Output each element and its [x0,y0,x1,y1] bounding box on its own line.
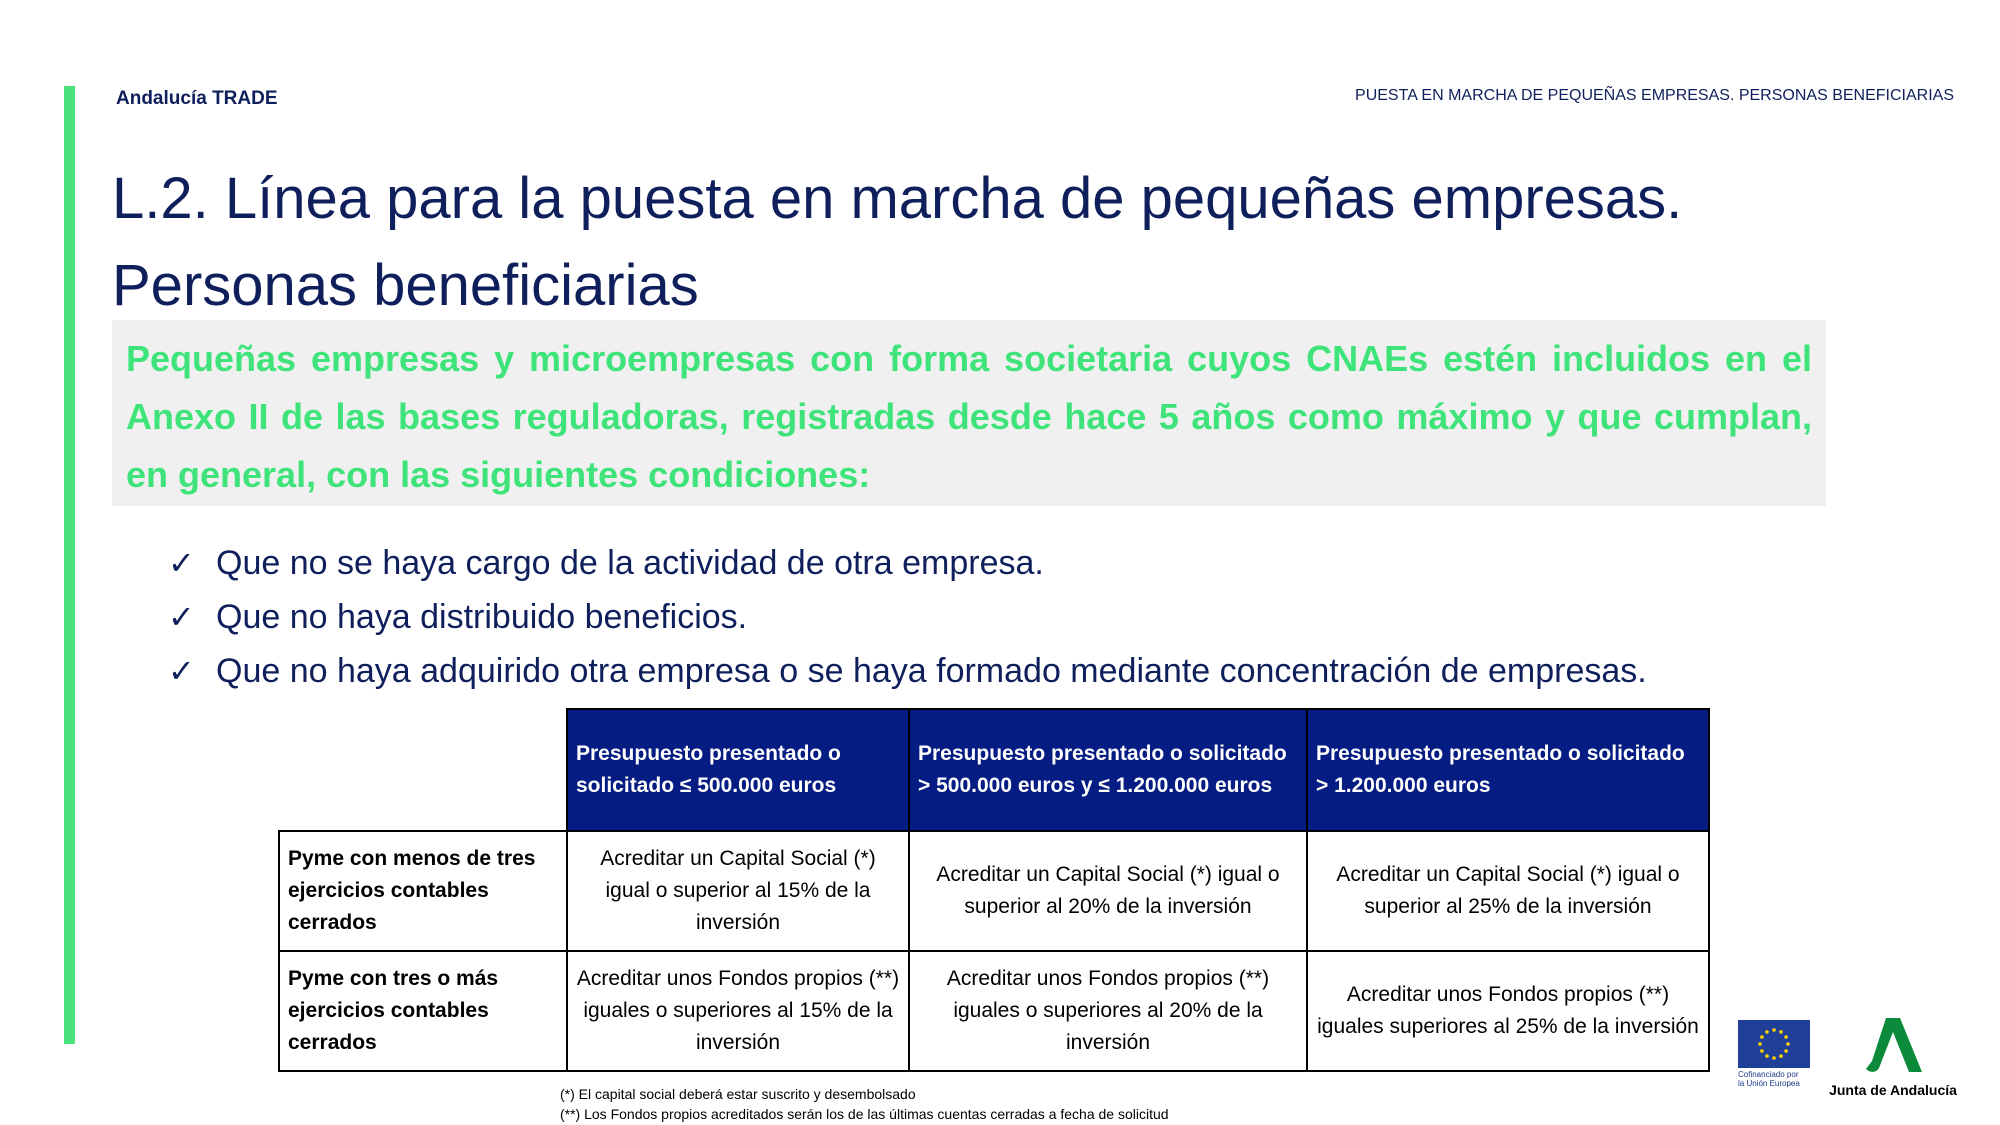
junta-andalucia-logo [1828,1016,1958,1098]
page-title-line-2: Personas beneficiarias [112,253,699,318]
row-header: Pyme con menos de tres ejercicios contables cerrados [279,831,567,951]
intro-text: Pequeñas empresas y microempresas con forma societaria cuyos CNAEs estén incluidos en el Anexo II de las bases reguladoras, registradas desde hace 5 años como máximo y que cumplan, en general, con las siguientes condiciones: [126,338,1812,495]
page-title-line-1: L.2. Línea para la puesta en marcha de pequeñas empresas. [112,166,1683,231]
table-corner [279,709,567,831]
table-cell: Acreditar un Capital Social (*) igual o superior al 15% de la inversión [567,831,909,951]
column-header: Presupuesto presentado o solicitado > 500.000 euros y ≤ 1.200.000 euros [909,709,1307,831]
eu-logo [1738,1020,1814,1088]
condition-text: Que no haya adquirido otra empresa o se haya formado mediante concentración de empresas. [216,651,1647,690]
eu-caption-line-2: la Unión Europea [1738,1079,1800,1088]
intro-box [112,320,1826,506]
junta-andalucia-mark-icon [1862,1016,1924,1074]
requirements-table [278,708,1710,1072]
condition-text: Que no haya distribuido beneficios. [216,597,748,636]
table-cell: Acreditar un Capital Social (*) igual o superior al 20% de la inversión [909,831,1307,951]
condition-item [168,536,1647,590]
column-header: Presupuesto presentado o solicitado ≤ 500.000 euros [567,709,909,831]
conditions-list [168,536,1647,698]
table-row [279,951,1709,1071]
junta-andalucia-label: Junta de Andalucía [1829,1082,1957,1098]
page-title [112,155,1912,329]
eu-flag-icon [1738,1020,1810,1068]
brand-label: Andalucía TRADE [116,88,278,109]
eu-caption-line-1: Cofinanciado por [1738,1070,1799,1079]
condition-item [168,590,1647,644]
footnote: (**) Los Fondos propios acreditados serán los de las últimas cuentas cerradas a fecha de solicitud [560,1106,1169,1122]
accent-bar [64,86,75,1044]
table-cell: Acreditar unos Fondos propios (**) iguales o superiores al 15% de la inversión [567,951,909,1071]
condition-text: Que no se haya cargo de la actividad de otra empresa. [216,543,1044,582]
table-cell: Acreditar unos Fondos propios (**) iguales superiores al 25% de la inversión [1307,951,1709,1071]
column-header: Presupuesto presentado o solicitado > 1.200.000 euros [1307,709,1709,831]
check-icon: ✓ [168,545,195,581]
check-icon: ✓ [168,599,195,635]
eu-caption [1738,1070,1814,1088]
table-cell: Acreditar un Capital Social (*) igual o superior al 25% de la inversión [1307,831,1709,951]
table-row [279,831,1709,951]
section-header: PUESTA EN MARCHA DE PEQUEÑAS EMPRESAS. PERSONAS BENEFICIARIAS [1355,87,1954,104]
footnotes [560,1084,1169,1124]
table-cell: Acreditar unos Fondos propios (**) iguales o superiores al 20% de la inversión [909,951,1307,1071]
footnote: (*) El capital social deberá estar suscrito y desembolsado [560,1086,916,1102]
row-header: Pyme con tres o más ejercicios contables cerrados [279,951,567,1071]
table-header-row [279,709,1709,831]
condition-item [168,644,1647,698]
check-icon: ✓ [168,653,195,689]
